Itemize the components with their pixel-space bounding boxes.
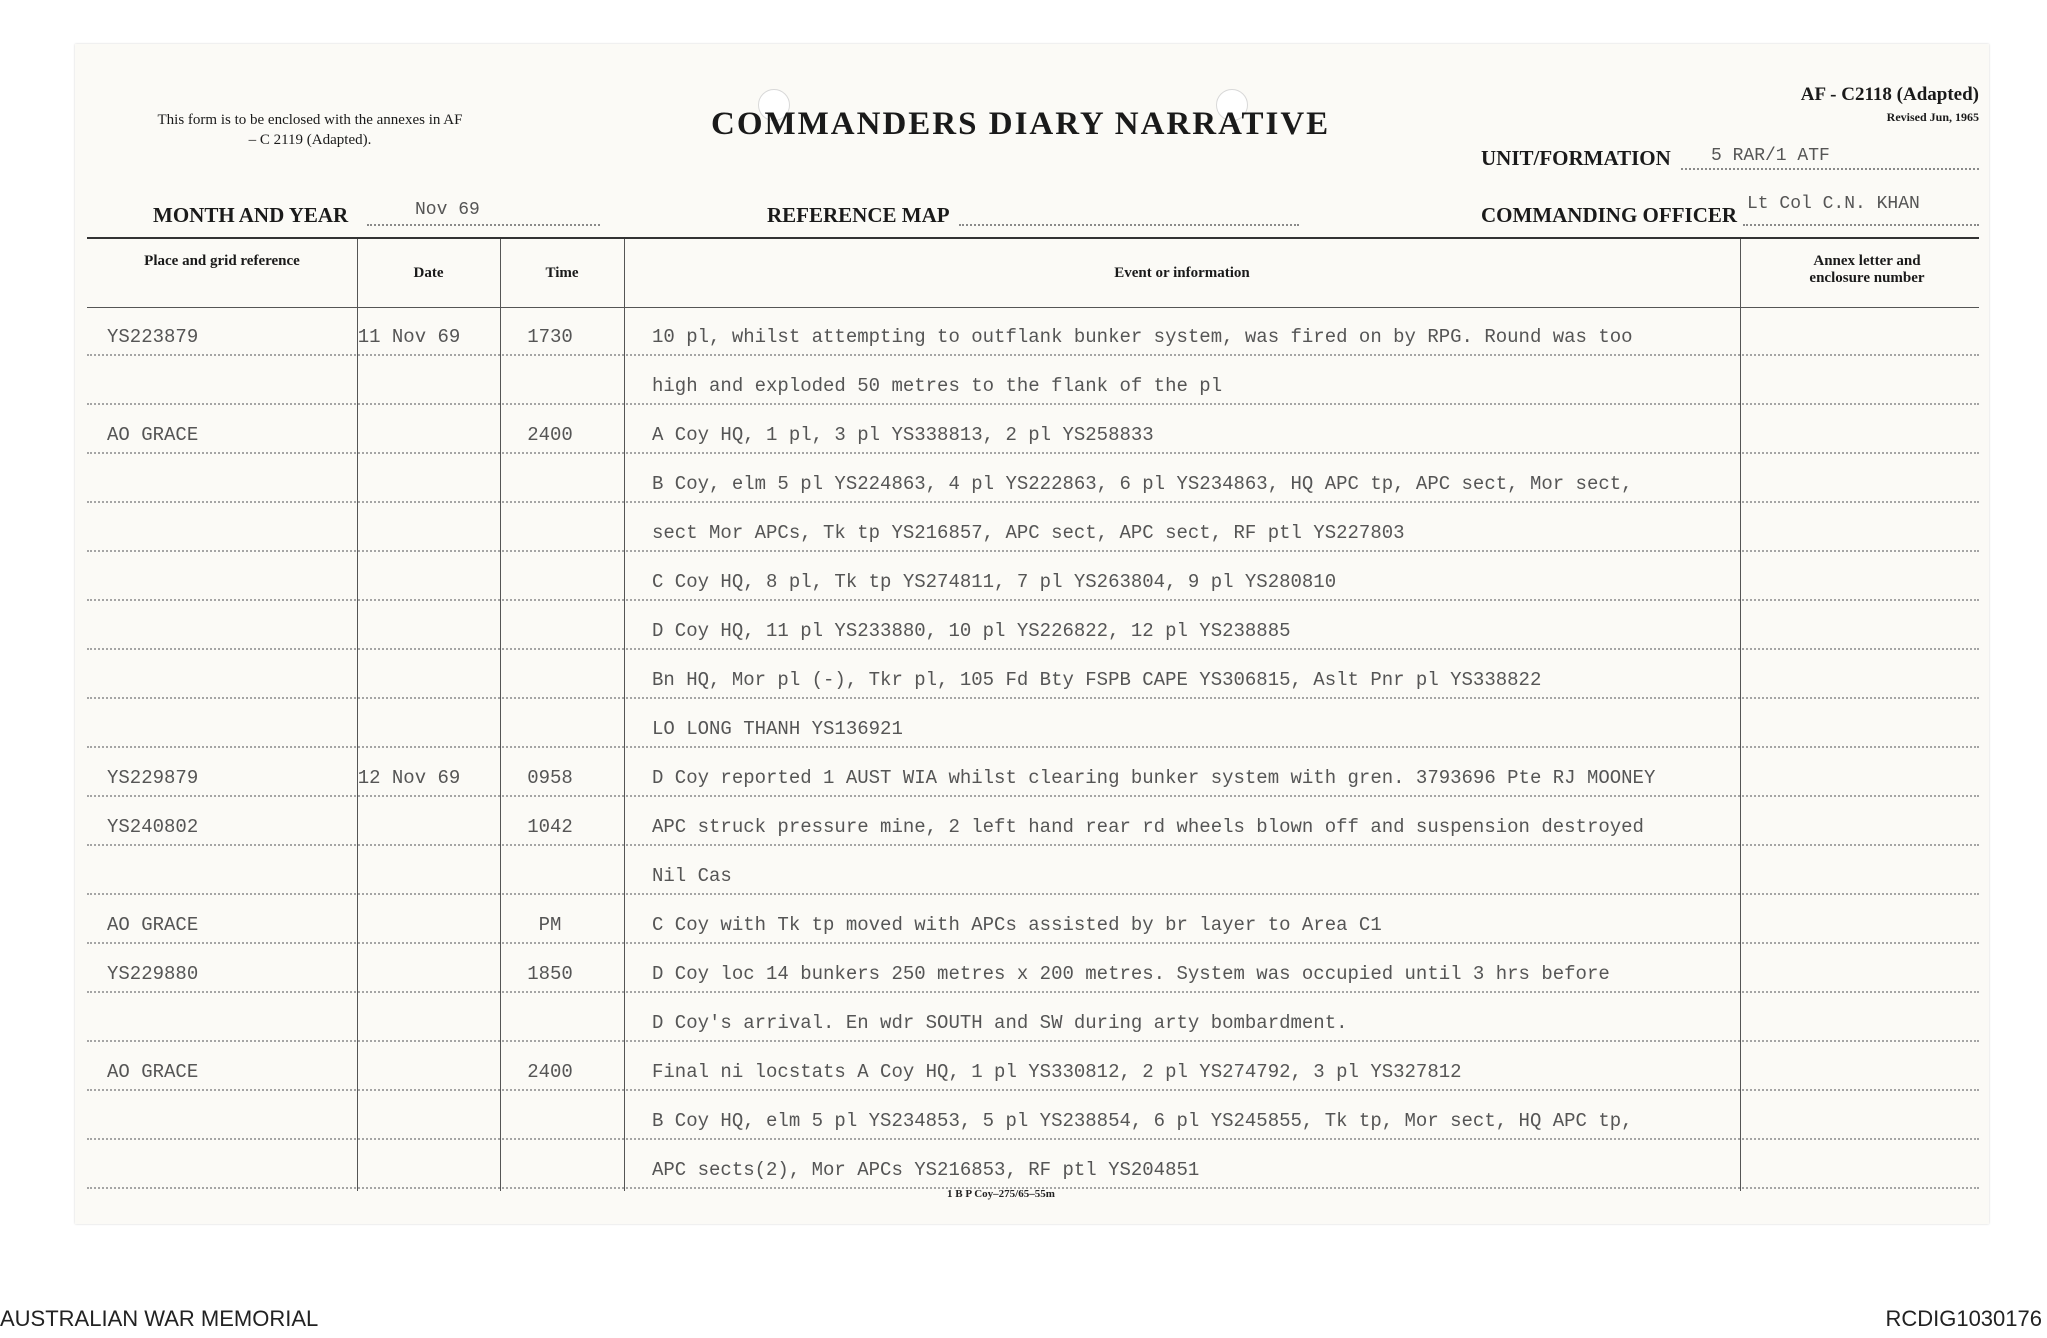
place-cell: YS229879 bbox=[107, 767, 199, 789]
table-row bbox=[87, 944, 1979, 993]
footer-archive-name: AUSTRALIAN WAR MEMORIAL bbox=[0, 1306, 319, 1331]
table-row bbox=[87, 454, 1979, 503]
time-cell: 0958 bbox=[527, 767, 573, 789]
event-cell: APC struck pressure mine, 2 left hand rear rd wheels blown off and suspension destroyed bbox=[652, 816, 1644, 838]
event-cell: C Coy with Tk tp moved with APCs assisted by br layer to Area C1 bbox=[652, 914, 1382, 936]
table-row bbox=[87, 307, 1979, 356]
event-cell: B Coy, elm 5 pl YS224863, 4 pl YS222863, 6 pl YS234863, HQ APC tp, APC sect, Mor sect, bbox=[652, 473, 1633, 495]
event-cell: Bn HQ, Mor pl (-), Tkr pl, 105 Fd Bty FSPB CAPE YS306815, Aslt Pnr pl YS338822 bbox=[652, 669, 1542, 691]
reference-map-dotted-line bbox=[959, 224, 1299, 226]
form-revised: Revised Jun, 1965 bbox=[1886, 110, 1979, 124]
month-label: MONTH AND YEAR bbox=[153, 203, 349, 227]
time-cell: 1042 bbox=[527, 816, 573, 838]
place-cell: YS223879 bbox=[107, 326, 199, 348]
header-date: Date bbox=[413, 265, 444, 281]
table-row bbox=[87, 846, 1979, 895]
place-cell: YS229880 bbox=[107, 963, 199, 985]
date-cell: 11 Nov 69 bbox=[357, 326, 461, 348]
diary-table bbox=[87, 237, 1979, 1189]
form-note: This form is to be enclosed with the annexes in AF – C 2119 (Adapted). bbox=[157, 112, 463, 148]
commanding-officer-value: Lt Col C.N. KHAN bbox=[1747, 194, 1920, 214]
month-dotted-line bbox=[367, 224, 600, 226]
table-row bbox=[87, 1042, 1979, 1091]
commanding-officer-label: COMMANDING OFFICER bbox=[1481, 203, 1738, 227]
date-cell: 12 Nov 69 bbox=[357, 767, 461, 789]
table-row bbox=[87, 1091, 1979, 1140]
place-cell: AO GRACE bbox=[107, 1061, 199, 1083]
event-cell: C Coy HQ, 8 pl, Tk tp YS274811, 7 pl YS263804, 9 pl YS280810 bbox=[652, 571, 1337, 593]
unit-label: UNIT/FORMATION bbox=[1481, 146, 1671, 170]
reference-map-label: REFERENCE MAP bbox=[767, 203, 950, 227]
place-cell: AO GRACE bbox=[107, 424, 199, 446]
event-cell: 10 pl, whilst attempting to outflank bunker system, was fired on by RPG. Round was too bbox=[652, 326, 1633, 348]
event-cell: D Coy reported 1 AUST WIA whilst clearing bunker system with gren. 3793696 Pte RJ MOONEY bbox=[652, 767, 1656, 789]
event-cell: D Coy's arrival. En wdr SOUTH and SW during arty bombardment. bbox=[652, 1012, 1348, 1034]
table-row bbox=[87, 503, 1979, 552]
place-cell: YS240802 bbox=[107, 816, 199, 838]
printer-imprint: 1 B P Coy–275/65–55m bbox=[947, 1188, 1055, 1200]
event-cell: sect Mor APCs, Tk tp YS216857, APC sect, APC sect, RF ptl YS227803 bbox=[652, 522, 1405, 544]
header-event: Event or information bbox=[1114, 265, 1250, 281]
table-row bbox=[87, 405, 1979, 454]
time-cell: 2400 bbox=[527, 424, 573, 446]
table-row bbox=[87, 356, 1979, 405]
event-cell: Final ni locstats A Coy HQ, 1 pl YS330812, 2 pl YS274792, 3 pl YS327812 bbox=[652, 1061, 1462, 1083]
footer-record-id: RCDIG1030176 bbox=[1885, 1306, 2042, 1331]
time-cell: 2400 bbox=[527, 1061, 573, 1083]
header-time: Time bbox=[545, 265, 579, 281]
event-cell: APC sects(2), Mor APCs YS216853, RF ptl YS204851 bbox=[652, 1159, 1200, 1181]
form-title: COMMANDERS DIARY NARRATIVE bbox=[711, 106, 1331, 142]
month-value: Nov 69 bbox=[415, 200, 480, 220]
form-number: AF - C2118 (Adapted) bbox=[1800, 84, 1979, 105]
time-cell: 1850 bbox=[527, 963, 573, 985]
table-row bbox=[87, 895, 1979, 944]
time-cell: PM bbox=[538, 914, 562, 936]
event-cell: A Coy HQ, 1 pl, 3 pl YS338813, 2 pl YS258833 bbox=[652, 424, 1154, 446]
place-cell: AO GRACE bbox=[107, 914, 199, 936]
event-cell: high and exploded 50 metres to the flank of the pl bbox=[652, 375, 1223, 397]
event-cell: D Coy HQ, 11 pl YS233880, 10 pl YS226822, 12 pl YS238885 bbox=[652, 620, 1291, 642]
event-cell: LO LONG THANH YS136921 bbox=[652, 718, 903, 740]
time-cell: 1730 bbox=[527, 326, 573, 348]
unit-value: 5 RAR/1 ATF bbox=[1711, 146, 1830, 166]
table-row bbox=[87, 650, 1979, 699]
table-row bbox=[87, 552, 1979, 601]
event-cell: Nil Cas bbox=[652, 865, 732, 887]
unit-dotted-line bbox=[1681, 168, 1979, 170]
form-sheet bbox=[75, 44, 1989, 1224]
event-cell: B Coy HQ, elm 5 pl YS234853, 5 pl YS238854, 6 pl YS245855, Tk tp, Mor sect, HQ APC tp, bbox=[652, 1110, 1633, 1132]
table-row bbox=[87, 748, 1979, 797]
table-row bbox=[87, 699, 1979, 748]
table-row bbox=[87, 601, 1979, 650]
table-row bbox=[87, 1140, 1979, 1189]
event-cell: D Coy loc 14 bunkers 250 metres x 200 metres. System was occupied until 3 hrs before bbox=[652, 963, 1610, 985]
header-place: Place and grid reference bbox=[144, 253, 300, 269]
table-row bbox=[87, 797, 1979, 846]
commanding-officer-dotted-line bbox=[1743, 224, 1979, 226]
header-annex: Annex letter and enclosure number bbox=[1809, 253, 1925, 286]
table-row bbox=[87, 993, 1979, 1042]
